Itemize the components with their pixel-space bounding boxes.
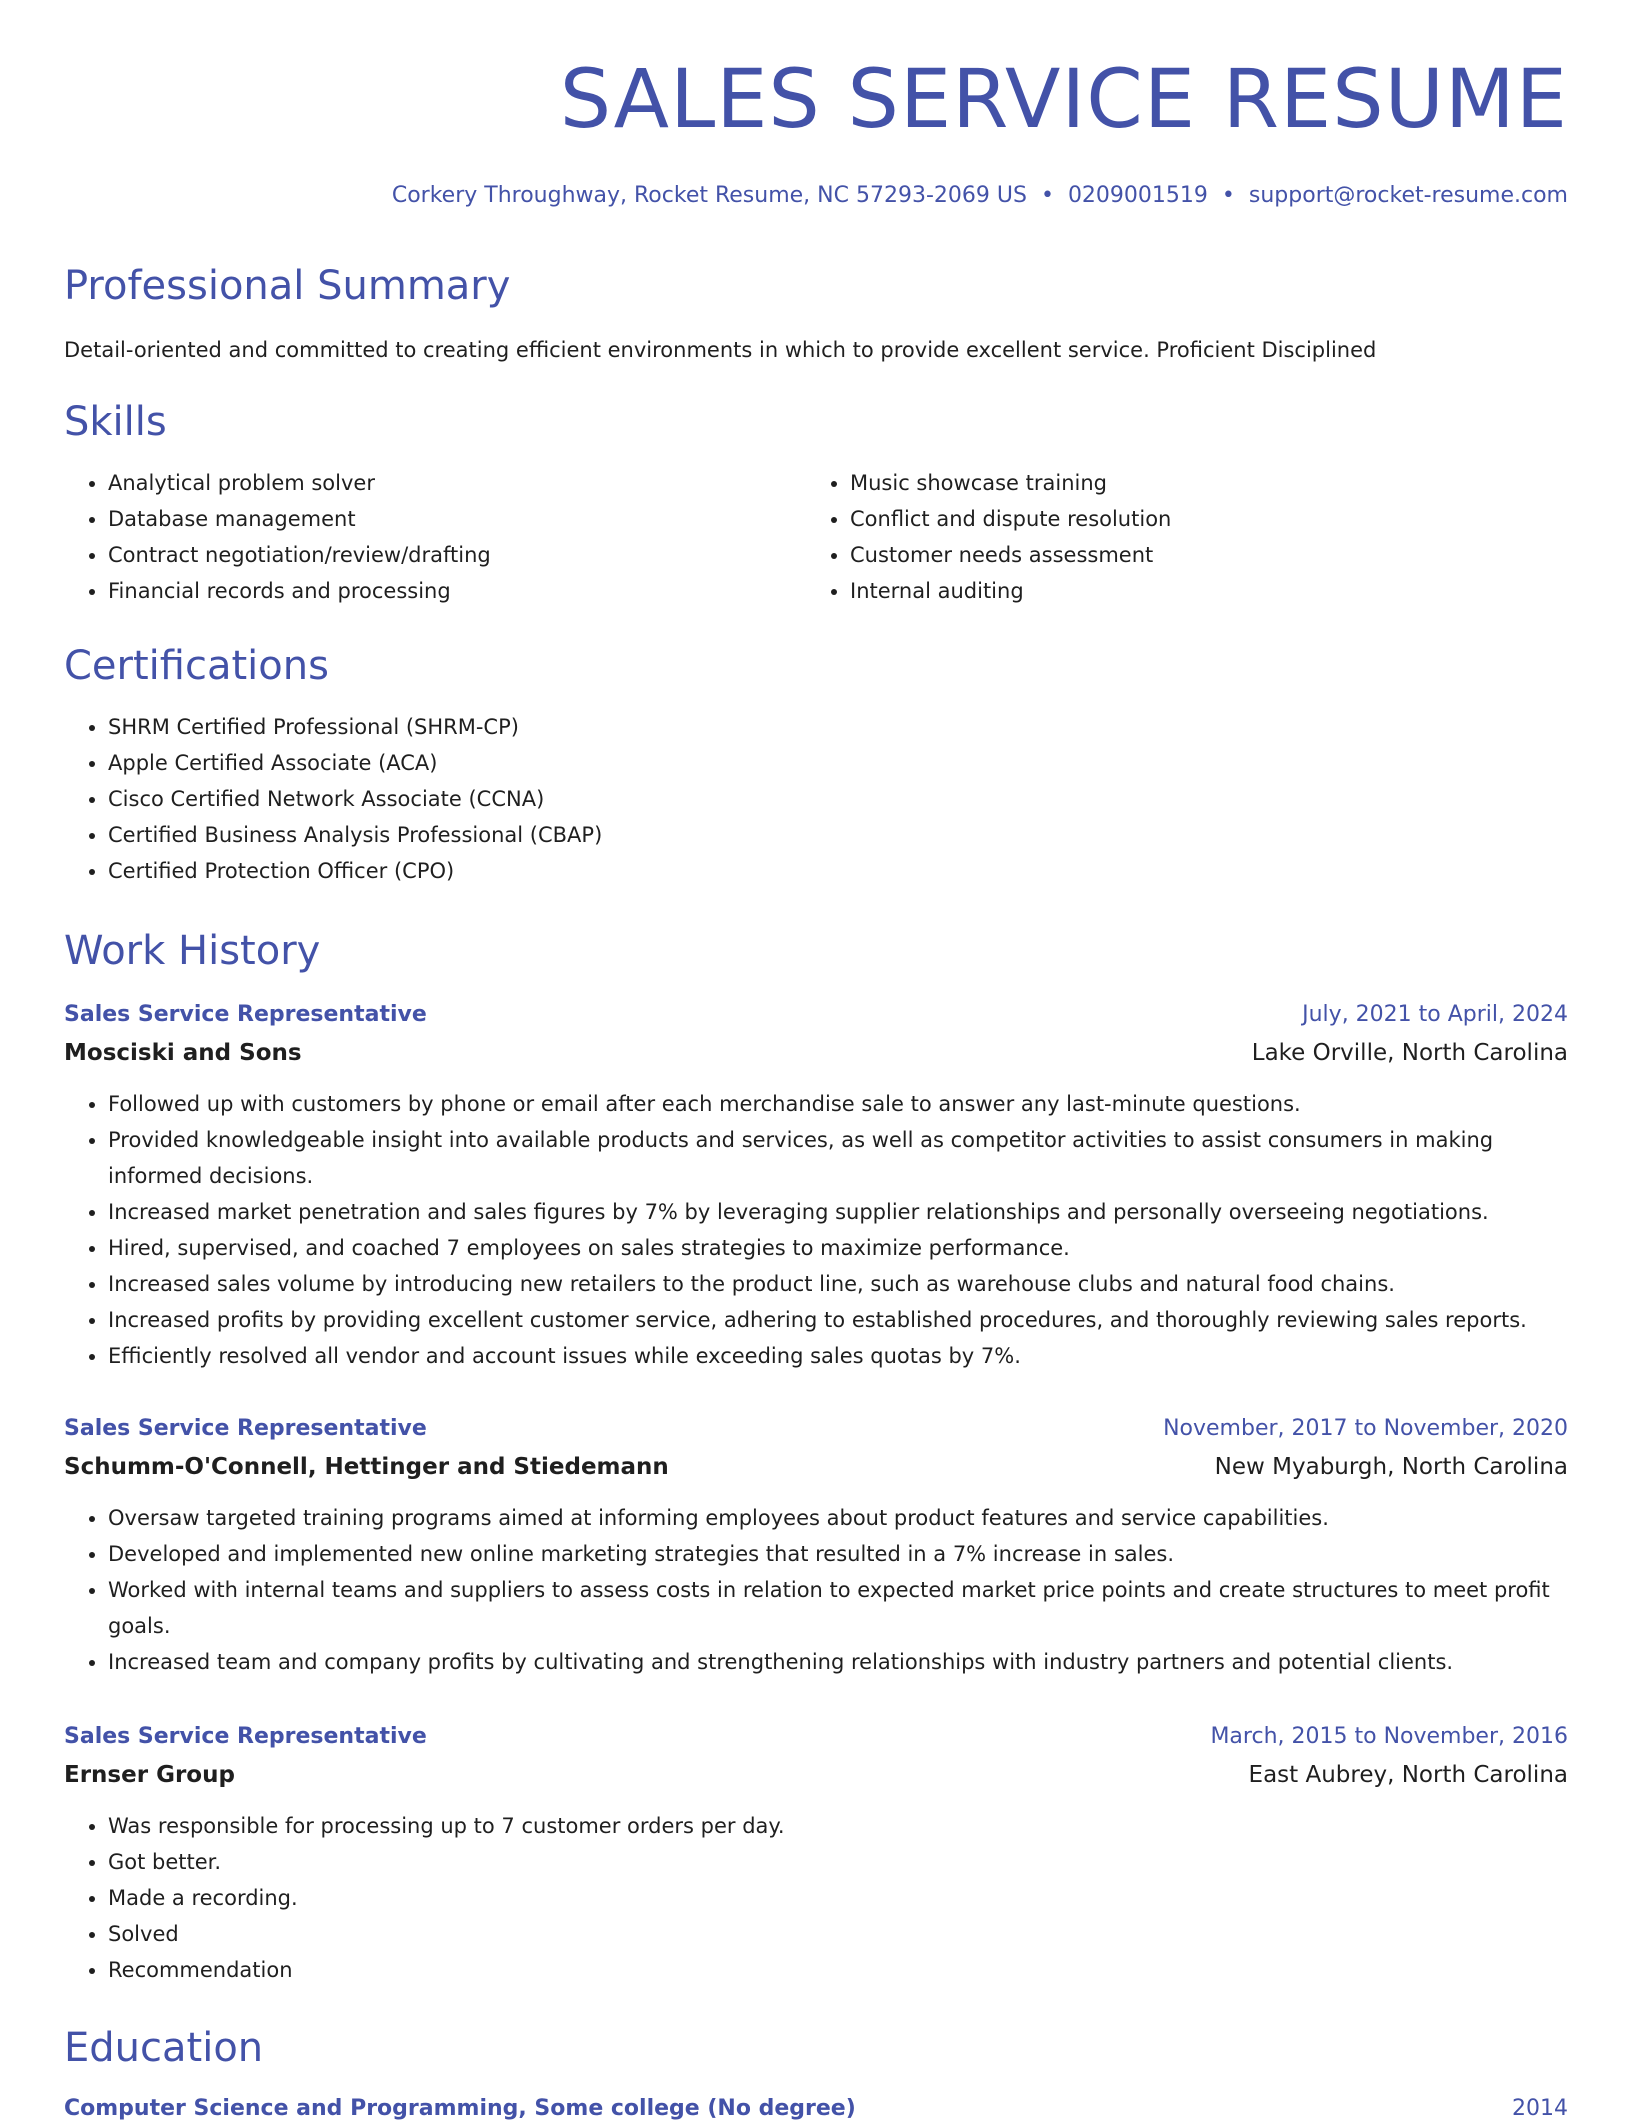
list-item: • Oversaw targeted training programs aimed at informing employees about product features and service capabilities. xyxy=(108,1500,1568,1536)
education-year: 2014 xyxy=(1512,2096,1568,2121)
work-history-heading: Work History xyxy=(64,928,321,974)
list-item: • Efficiently resolved all vendor and account issues while exceeding sales quotas by 7%. xyxy=(108,1338,1568,1374)
job-bullets xyxy=(64,1086,1568,1374)
list-item: • Certified Protection Officer (CPO) xyxy=(108,853,1568,889)
resume-title: SALES SERVICE RESUME xyxy=(559,53,1568,147)
job-location: New Myaburgh, North Carolina xyxy=(1214,1454,1568,1480)
list-item: • Apple Certified Associate (ACA) xyxy=(108,745,1568,781)
list-item: • Analytical problem solver xyxy=(108,465,808,501)
list-item: • Increased market penetration and sales figures by 7% by leveraging supplier relationships and personally overseeing negotiations. xyxy=(108,1194,1568,1230)
list-item: • Increased profits by providing excellent customer service, adhering to established procedures, and thoroughly reviewing sales reports. xyxy=(108,1302,1568,1338)
job-entry xyxy=(64,1410,1568,1680)
job-company: Mosciski and Sons xyxy=(64,1040,302,1066)
list-item: • Worked with internal teams and suppliers to assess costs in relation to expected market price points and create structures to meet profit goals. xyxy=(108,1572,1568,1644)
summary-heading: Professional Summary xyxy=(64,263,511,309)
list-item: • SHRM Certified Professional (SHRM-CP) xyxy=(108,709,1568,745)
job-title: Sales Service Representative xyxy=(64,1416,427,1441)
contact-email[interactable]: support@rocket-resume.com xyxy=(1248,183,1568,208)
job-entry xyxy=(64,996,1568,1374)
skills-list-left xyxy=(64,465,808,609)
job-dates: July, 2021 to April, 2024 xyxy=(1302,1002,1568,1027)
education-heading: Education xyxy=(64,2025,264,2071)
contact-line xyxy=(392,180,1568,212)
contact-address: Corkery Throughway, Rocket Resume, NC 57293-2069 US xyxy=(391,183,1027,208)
list-item: • Financial records and processing xyxy=(108,573,808,609)
skills-list-right xyxy=(806,465,1550,609)
job-title: Sales Service Representative xyxy=(64,1724,427,1749)
job-dates: November, 2017 to November, 2020 xyxy=(1163,1416,1568,1441)
list-item: • Contract negotiation/review/drafting xyxy=(108,537,808,573)
list-item: • Made a recording. xyxy=(108,1880,1568,1916)
job-dates: March, 2015 to November, 2016 xyxy=(1210,1724,1568,1749)
list-item: • Provided knowledgeable insight into available products and services, as well as competitor activities to assist consumers in making informed decisions. xyxy=(108,1122,1568,1194)
list-item: • Internal auditing xyxy=(850,573,1550,609)
contact-separator: • xyxy=(1221,183,1235,208)
job-company: Schumm-O'Connell, Hettinger and Stiedemann xyxy=(64,1454,669,1480)
job-location: East Aubrey, North Carolina xyxy=(1248,1762,1568,1788)
list-item: • Database management xyxy=(108,501,808,537)
job-company: Ernser Group xyxy=(64,1762,235,1788)
job-entry xyxy=(64,1718,1568,1988)
list-item: • Was responsible for processing up to 7 customer orders per day. xyxy=(108,1808,1568,1844)
list-item: • Customer needs assessment xyxy=(850,537,1550,573)
job-title: Sales Service Representative xyxy=(64,1002,427,1027)
list-item: • Recommendation xyxy=(108,1952,1568,1988)
summary-text: Detail-oriented and committed to creating efficient environments in which to provide excellent service. Proficient Disciplined xyxy=(64,338,1377,362)
certifications-heading: Certifications xyxy=(64,643,329,689)
job-bullets xyxy=(64,1808,1568,1988)
list-item: • Developed and implemented new online marketing strategies that resulted in a 7% increase in sales. xyxy=(108,1536,1568,1572)
list-item: • Music showcase training xyxy=(850,465,1550,501)
list-item: • Hired, supervised, and coached 7 employees on sales strategies to maximize performance. xyxy=(108,1230,1568,1266)
job-bullets xyxy=(64,1500,1568,1680)
contact-separator: • xyxy=(1040,183,1054,208)
list-item: • Increased sales volume by introducing new retailers to the product line, such as warehouse clubs and natural food chains. xyxy=(108,1266,1568,1302)
list-item: • Solved xyxy=(108,1916,1568,1952)
job-location: Lake Orville, North Carolina xyxy=(1251,1040,1568,1066)
list-item: • Certified Business Analysis Professional (CBAP) xyxy=(108,817,1568,853)
certifications-list xyxy=(64,709,1568,889)
list-item: • Conflict and dispute resolution xyxy=(850,501,1550,537)
list-item: • Increased team and company profits by cultivating and strengthening relationships with industry partners and potential clients. xyxy=(108,1644,1568,1680)
education-entry xyxy=(64,2090,1568,2128)
list-item: • Got better. xyxy=(108,1844,1568,1880)
skills-heading: Skills xyxy=(64,399,167,445)
education-degree: Computer Science and Programming, Some college (No degree) xyxy=(64,2096,856,2121)
contact-phone: 0209001519 xyxy=(1067,183,1208,208)
list-item: • Cisco Certified Network Associate (CCNA) xyxy=(108,781,1568,817)
list-item: • Followed up with customers by phone or email after each merchandise sale to answer any last-minute questions. xyxy=(108,1086,1568,1122)
